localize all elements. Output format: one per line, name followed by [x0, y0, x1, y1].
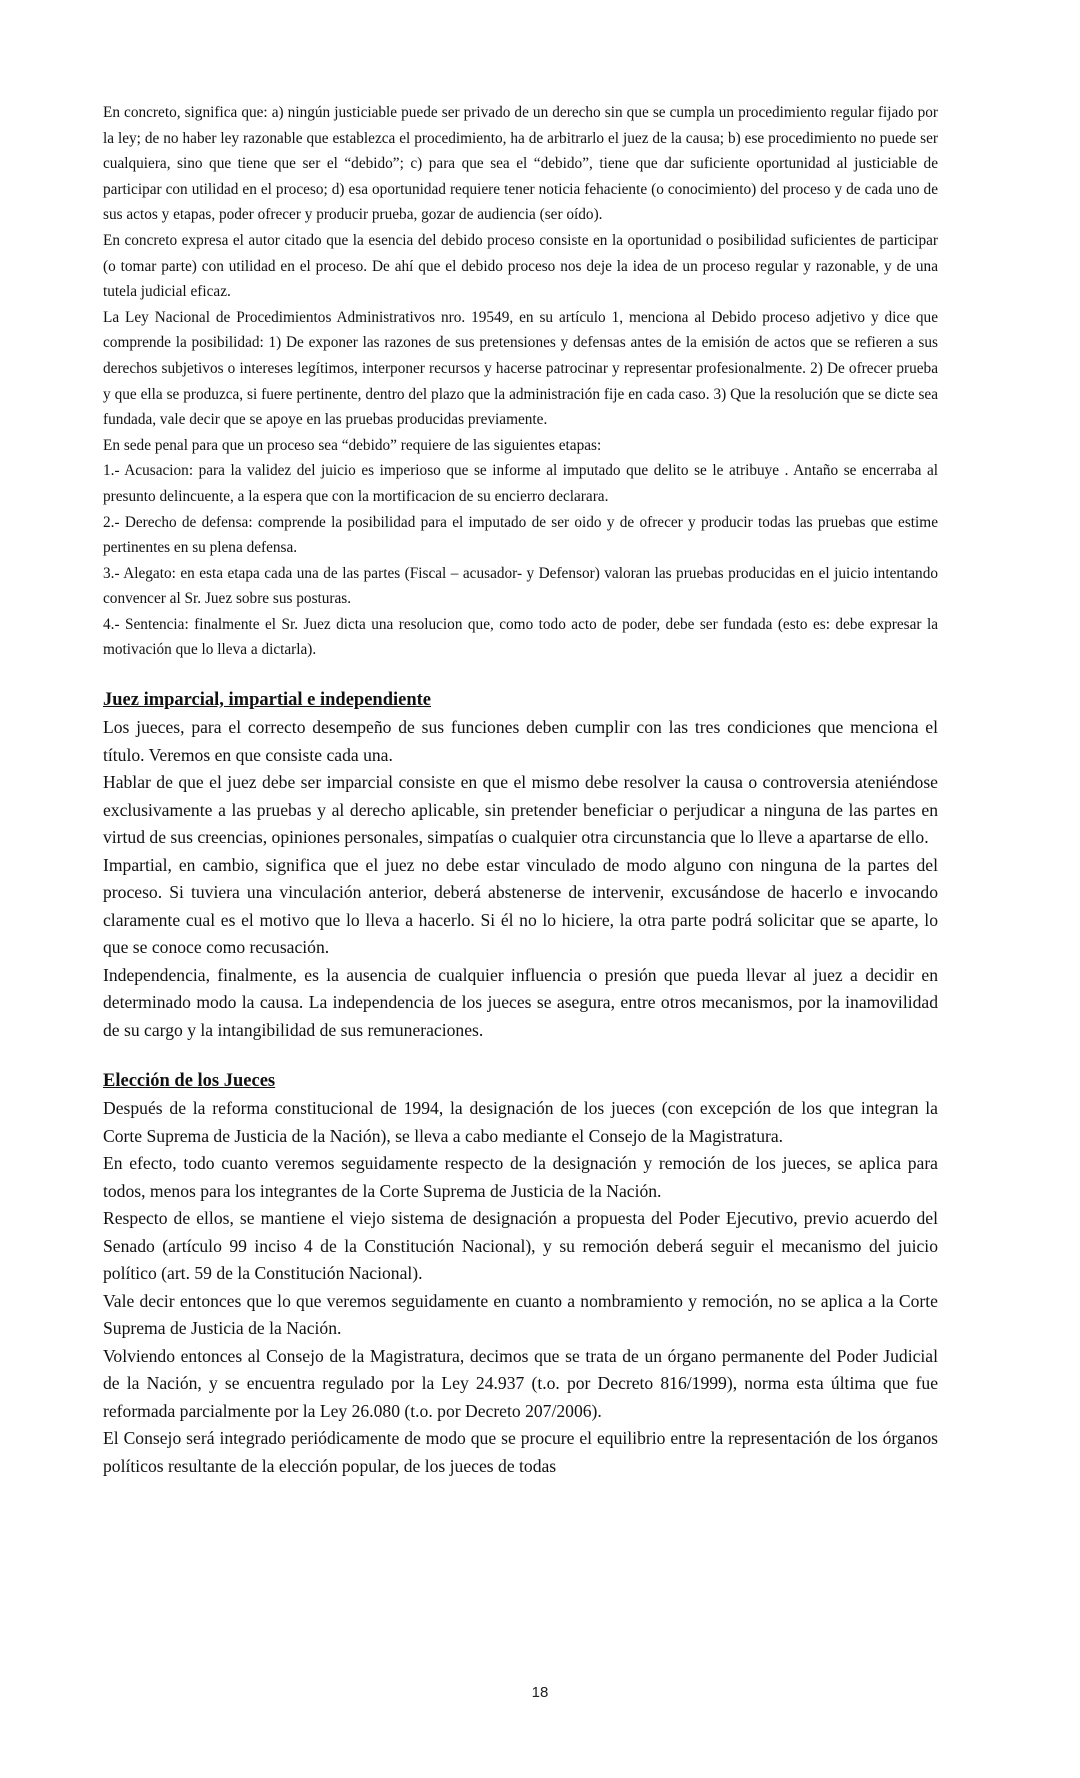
- section-eleccion-jueces: [103, 1068, 938, 1480]
- section-juez-imparcial: [103, 687, 938, 1044]
- paragraph-sistema-designacion: Respecto de ellos, se mantiene el viejo sistema de designación a propuesta del Poder Ejecutivo, previo acuerdo del Senado (artículo 99 inciso 4 de la Constitución Nacional), y su remoción deberá seguir el mecanismo del juicio político (art. 59 de la Constitución Nacional).: [103, 1208, 938, 1284]
- page-number: 18: [531, 1684, 549, 1701]
- paragraph-independencia: Independencia, finalmente, es la ausencia de cualquier influencia o presión que pueda llevar al juez a decidir en determinado modo la causa. La independencia de los jueces se asegura, entre otros mecanismos, por la inamovilidad de su cargo y la intangibilidad de sus remuneraciones.: [103, 964, 938, 1040]
- list-item-acusacion: 1.- Acusacion: para la validez del juicio es imperioso que se informe al imputado que delito se le atribuye . Antaño se encerraba al presunto delincuente, a la espera que con la mortificacion de su encierro declarara.: [103, 462, 938, 505]
- paragraph-reforma-1994: Después de la reforma constitucional de 1994, la designación de los jueces (con excepción de los que integran la Corte Suprema de Justicia de la Nación), se lleva a cabo mediante el Consejo de la Magistratura.: [103, 1098, 938, 1146]
- spacer: [103, 663, 938, 687]
- paragraph-imparcial: Hablar de que el juez debe ser imparcial consiste en que el mismo debe resolver la causa o controversia ateniéndose exclusivamente a las pruebas y al derecho aplicable, sin pretender beneficiar o perjudicar a ninguna de las partes en virtud de sus creencias, opiniones personales, simpatías o cualquier otra circunstancia que lo lleve a apartarse de ello.: [103, 772, 938, 848]
- list-item-defensa: 2.- Derecho de defensa: comprende la posibilidad para el imputado de ser oido y de ofrecer y producir todas las pruebas que estime pertinentes en su plena defensa.: [103, 513, 938, 557]
- paragraph-vale-decir: Vale decir entonces que lo que veremos seguidamente en cuanto a nombramiento y remoción, no se aplica a la Corte Suprema de Justicia de la Nación.: [103, 1290, 938, 1339]
- paragraph-impartial: Impartial, en cambio, significa que el juez no debe estar vinculado de modo alguno con ninguna de la partes del proceso. Si tuviera una vinculación anterior, deberá abstenerse de intervenir, excusándose de hacerlo e invocando claramente cual es el motivo que lo lleva a hacerlo. Si él no lo hiciere, la otra parte podrá solicitar que se aparte, lo que se conoce como recusación.: [103, 854, 938, 958]
- section-heading-juez: Juez imparcial, impartial e independiente: [103, 690, 432, 711]
- document-page: [103, 100, 938, 1480]
- section-heading-eleccion: Elección de los Jueces: [103, 1071, 276, 1092]
- paragraph-sede-penal: En sede penal para que un proceso sea “debido” requiere de las siguientes etapas:: [103, 436, 602, 454]
- list-item-sentencia: 4.- Sentencia: finalmente el Sr. Juez dicta una resolucion que, como todo acto de poder, debe ser fundada (esto es: debe expresar la motivación que lo lleva a dictarla).: [103, 615, 938, 659]
- spacer: [103, 1044, 938, 1068]
- paragraph-esencia-debido-proceso: En concreto expresa el autor citado que la esencia del debido proceso consiste en la oportunidad o posibilidad suficientes de participar (o tomar parte) con utilidad en el proceso. De ahí que el debido proceso nos deje la idea de un proceso regular y razonable, y de una tutela judicial eficaz.: [103, 231, 938, 301]
- paragraph-ley-procedimientos: La Ley Nacional de Procedimientos Administrativos nro. 19549, en su artículo 1, menciona al Debido proceso adjetivo y dice que comprende la posibilidad: 1) De exponer las razones de sus pretensiones y defensas antes de la emisión de actos que se refieren a sus derechos subjetivos o intereses legítimos, interponer recursos y hacerse patrocinar y representar profesionalmente. 2) De ofrecer prueba y que ella se produzca, si fuere pertinente, dentro del plazo que la administración fije en cada caso. 3) Que la resolución que se dicte sea fundada, vale decir que se apoye en las pruebas producidas previamente.: [103, 308, 938, 429]
- paragraph-condiciones: Los jueces, para el correcto desempeño de sus funciones deben cumplir con las tres condiciones que menciona el título. Veremos en que consiste cada una.: [103, 717, 938, 765]
- intro-section: [103, 100, 938, 663]
- paragraph-integracion-consejo: El Consejo será integrado periódicamente de modo que se procure el equilibrio entre la representación de los órganos políticos resultante de la elección popular, de los jueces de todas: [103, 1428, 938, 1476]
- paragraph-consejo-magistratura: Volviendo entonces al Consejo de la Magistratura, decimos que se trata de un órgano permanente del Poder Judicial de la Nación, y se encuentra regulado por la Ley 24.937 (t.o. por Decreto 816/1999), norma esta última que fue reformada parcialmente por la Ley 26.080 (t.o. por Decreto 207/2006).: [103, 1345, 938, 1421]
- paragraph-designacion-remocion: En efecto, todo cuanto veremos seguidamente respecto de la designación y remoción de los jueces, se aplica para todos, menos para los integrantes de la Corte Suprema de Justicia de la Nación.: [103, 1153, 938, 1201]
- paragraph-debido-proceso: En concreto, significa que: a) ningún justiciable puede ser privado de un derecho sin que se cumpla un procedimiento regular fijado por la ley; de no haber ley razonable que establezca el procedimiento, ha de arbitrarlo el juez de la causa; b) ese procedimiento no puede ser cualquiera, sino que tiene que ser el “debido”; c) para que sea el “debido”, tiene que dar suficiente oportunidad al justiciable de participar con utilidad en el proceso; d) esa oportunidad requiere tener noticia fehaciente (o conocimiento) del proceso y de cada uno de sus actos y etapas, poder ofrecer y producir prueba, gozar de audiencia (ser oído).: [103, 104, 938, 224]
- list-item-alegato: 3.- Alegato: en esta etapa cada una de las partes (Fiscal – acusador- y Defensor) valoran las pruebas producidas en el juicio intentando convencer al Sr. Juez sobre sus posturas.: [103, 564, 938, 608]
